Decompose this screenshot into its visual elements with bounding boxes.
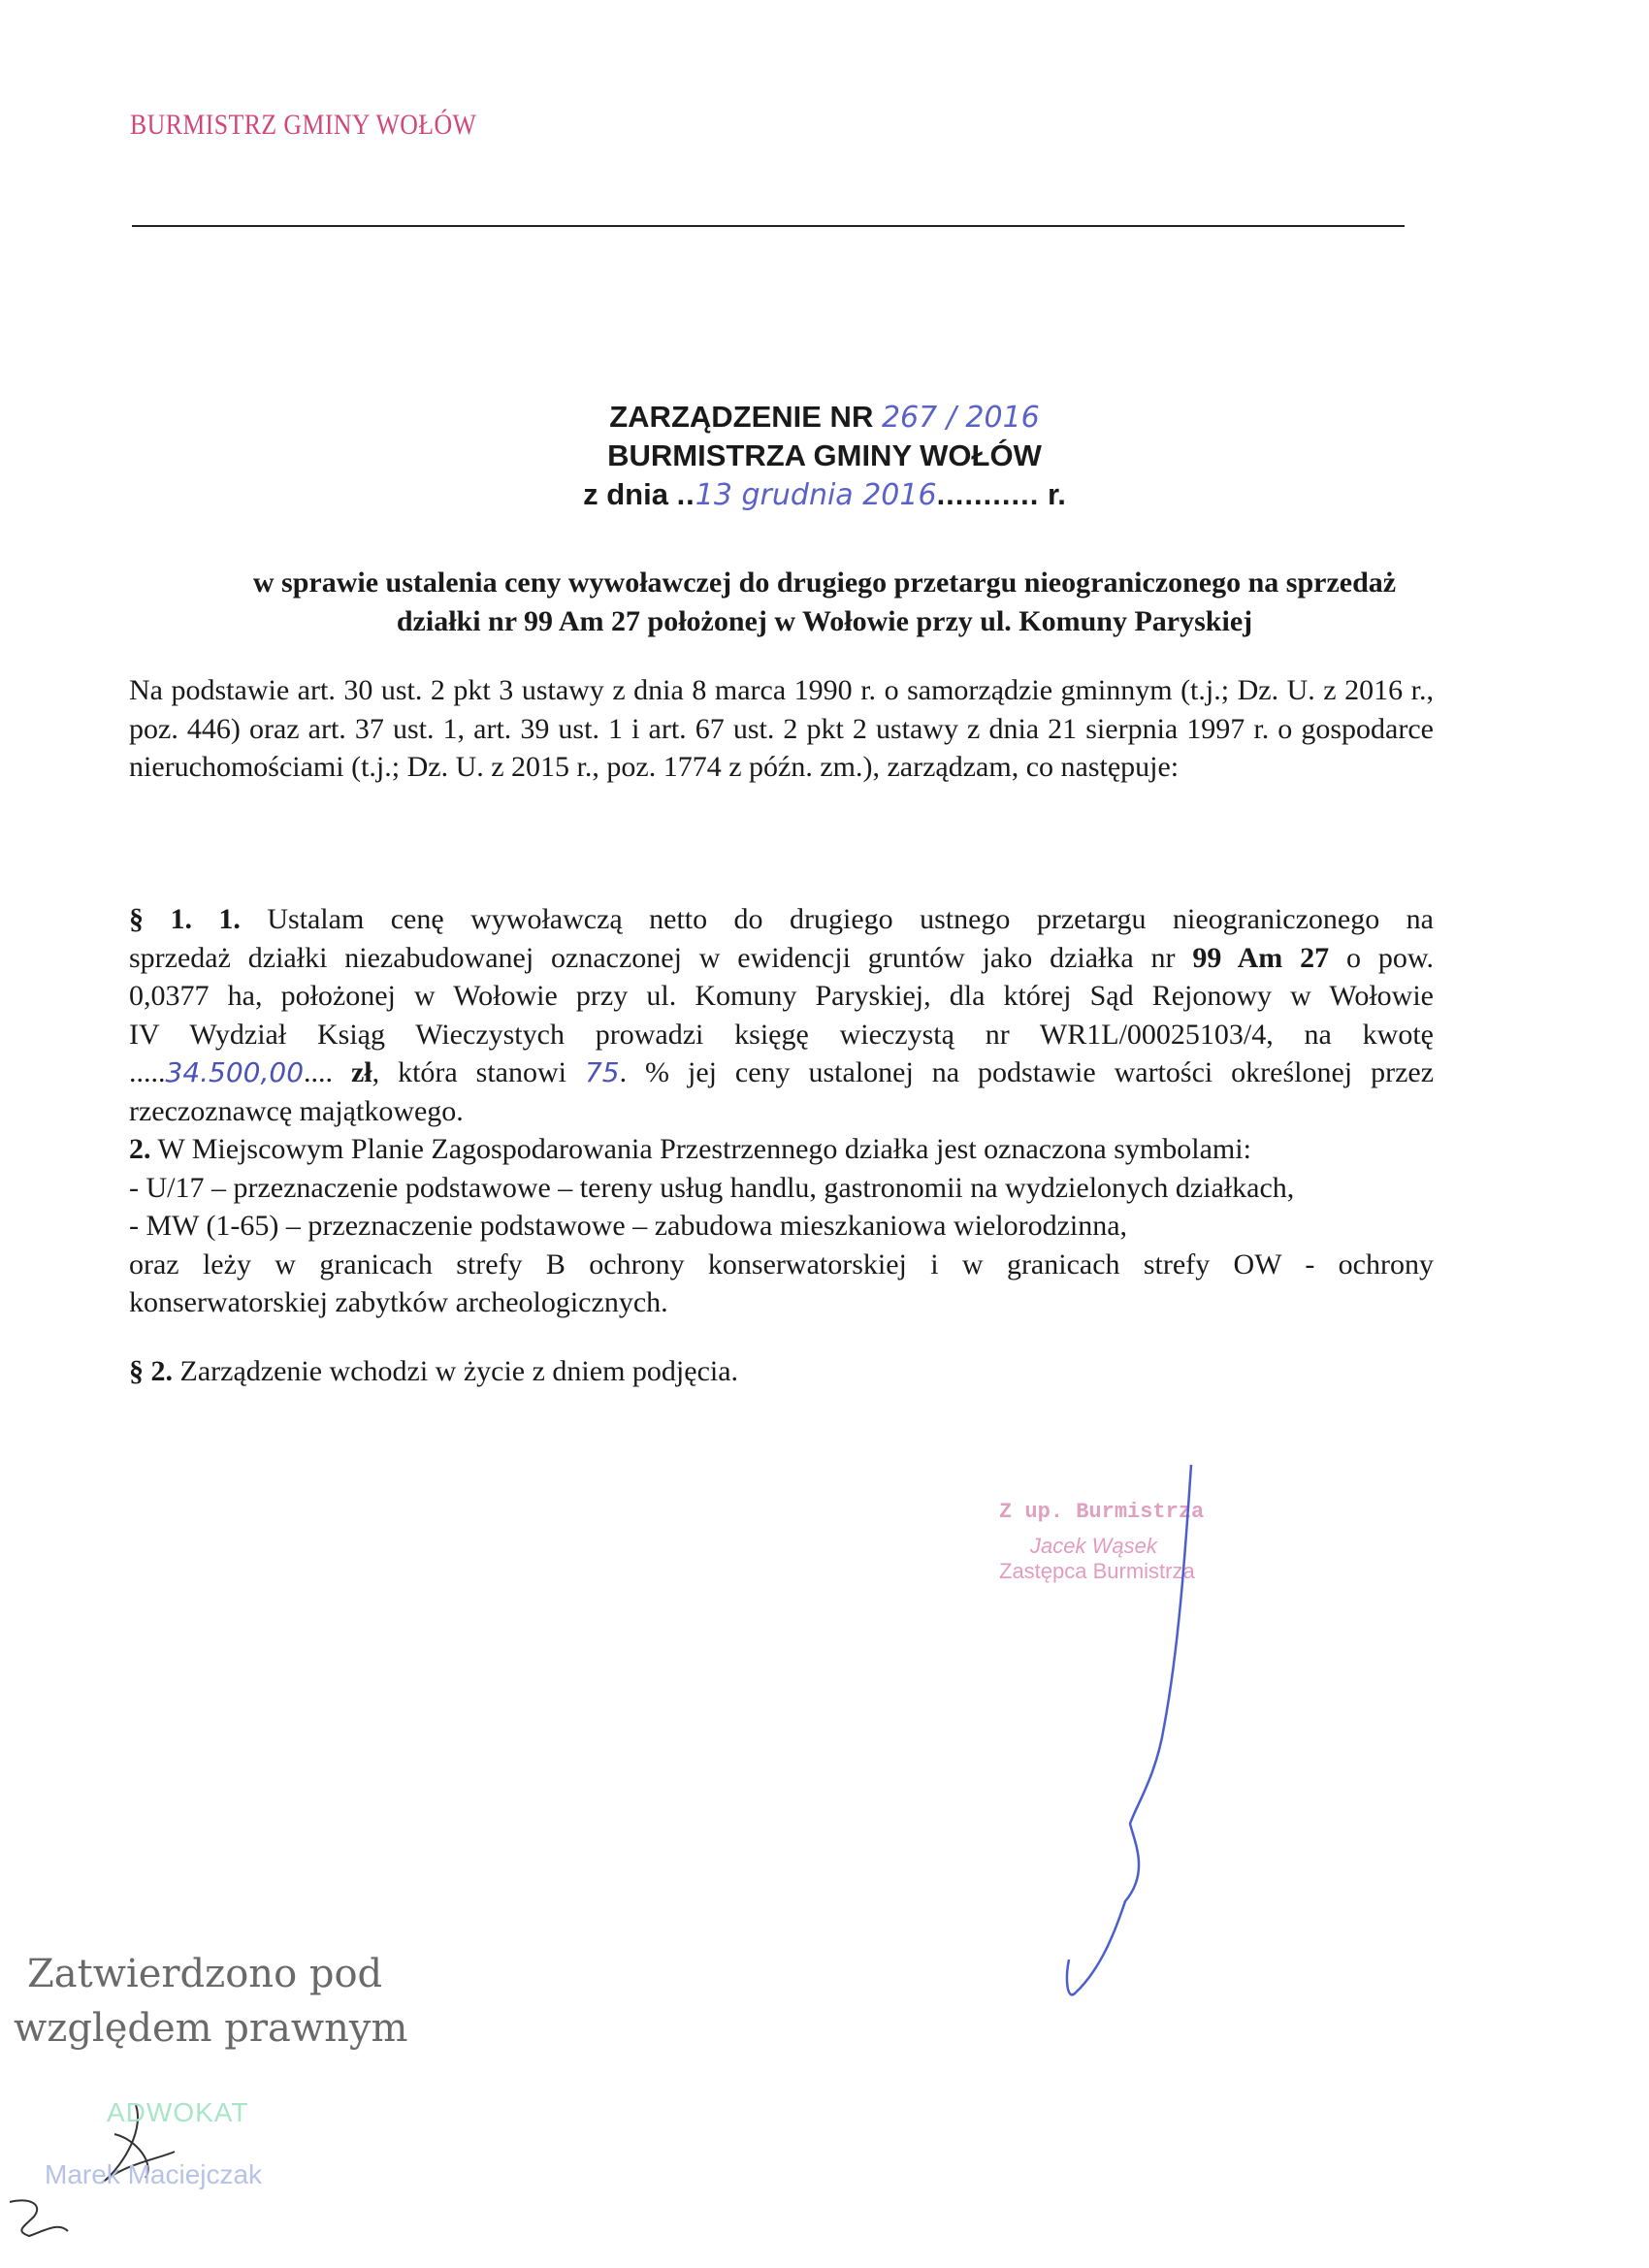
legal-basis-paragraph: Na podstawie art. 30 ust. 2 pkt 3 ustawy z dnia 8 marca 1990 r. o samorządzie gminnym (t.j.; Dz. U. z 2016 r., poz. 446) oraz art. 37 ust. 1, art. 39 ust. 1 i art. 67 ust. 2 pkt 2 ustawy z dnia 21 sierpnia 1997 r. o gospodarce nieruchomościami (t.j.; Dz. U. z 2015 r., poz. 1774 z późn. zm.), zarządzam, co następuje: bbox=[129, 674, 1434, 783]
paragraph-2-number: 2. bbox=[129, 1133, 151, 1165]
ordinance-number-label: ZARZĄDZENIE NR bbox=[609, 400, 874, 434]
section-1-text: rzeczoznawcę majątkowego. bbox=[129, 1094, 464, 1127]
percent-handwritten: 75 bbox=[584, 1056, 620, 1088]
ordinance-authority: BURMISTRZA GMINY WOŁÓW bbox=[607, 438, 1042, 472]
currency-label: zł bbox=[350, 1056, 372, 1088]
plot-number: 99 Am 27 bbox=[1192, 941, 1330, 974]
section-1-text: konserwatorskiej zabytków archeologicznych. bbox=[129, 1286, 668, 1318]
section-1-text: IV Wydział Ksiąg Wieczystych prowadzi księgę wieczystą nr WR1L/00025103/4, na kwotę bbox=[129, 1018, 1434, 1051]
date-prefix: z dnia bbox=[583, 477, 668, 511]
section-2-text: Zarządzenie wchodzi w życie z dniem podjęcia. bbox=[179, 1355, 739, 1387]
signature-authorization: Z up. Burmistrza bbox=[999, 1500, 1205, 1524]
legal-approval-stamp bbox=[14, 1952, 407, 2051]
signatory-role: Zastępca Burmistrza bbox=[999, 1559, 1195, 1583]
section-1-text: , która stanowi bbox=[372, 1056, 566, 1088]
section-1: § 1. 1. Ustalam cenę wywoławczą netto do drugiego ustnego przetargu nieograniczonego na sprzedaż działki niezabudowanej oznaczonej w ewidencji gruntów jako działka nr 99 Am 27 o pow. 0,0377 ha, położonej w Wołowie przy ul. Komuny Paryskiej, dla której Sąd Rejonowy w Wołowie IV Wydział Ksiąg Wieczystych prowadzi księgę wieczystą nr WR1L/00025103/4, na kwotę .....34.500,00.... zł, która stanowi 75. % jej ceny ustalonej na podstawie wartości określonej przez rzeczoznawcę majątkowego. 2. W Miejscowym Planie Zagospodarowania Przestrzennego działka jest oznaczona symbolami: - U/17 – przeznaczenie podstawowe – tereny usług handlu, gastronomii na wydzielonych działkach, - MW (1-65) – przeznaczenie podstawowe – zabudowa mieszkaniowa wielorodzinna, oraz leży w granicach strefy B ochrony konserwatorskiej i w granicach strefy OW - ochrony konserwatorskiej zabytków archeologicznych. bbox=[129, 903, 1435, 1318]
approval-text: Zatwierdzono pod bbox=[27, 1952, 383, 1996]
ordinance-date: z dnia ..13 grudnia 2016........... r. bbox=[583, 477, 1066, 512]
price-amount-handwritten: 34.500,00 bbox=[165, 1056, 305, 1088]
lawyer-stamp-name: Marek Maciejczak bbox=[45, 2159, 263, 2189]
date-handwritten: 13 grudnia 2016 bbox=[695, 478, 937, 512]
office-stamp: BURMISTRZ GMINY WOŁÓW bbox=[130, 109, 477, 141]
signatory-name: Jacek Wąsek bbox=[1030, 1534, 1157, 1558]
subject-line: działki nr 99 Am 27 położonej w Wołowie przy ul. Komuny Paryskiej bbox=[396, 605, 1253, 637]
approval-text: względem prawnym bbox=[14, 2006, 408, 2051]
section-1-text: 0,0377 ha, położonej w Wołowie przy ul. Komuny Paryskiej, dla której Sąd Rejonowy w Wołowie bbox=[129, 980, 1434, 1012]
section-1-text: oraz leży w granicach strefy B ochrony konserwatorskiej i w granicach strefy OW - ochrony bbox=[129, 1247, 1434, 1280]
section-1-text: o pow. bbox=[1345, 941, 1435, 974]
section-2-heading: § 2. bbox=[129, 1355, 173, 1387]
section-1-text: Ustalam cenę wywoławczą netto do drugiego ustnego przetargu nieograniczonego na bbox=[267, 903, 1434, 935]
section-1-text: % jej ceny ustalonej na podstawie wartości określonej przez bbox=[645, 1056, 1435, 1088]
subject-line: w sprawie ustalenia ceny wywoławczej do drugiego przetargu nieograniczonego na sprzedaż bbox=[252, 567, 1397, 599]
section-1-text: W Miejscowym Planie Zagospodarowania Przestrzennego działka jest oznaczona symbolami: bbox=[157, 1133, 1251, 1165]
zoning-item: - MW (1-65) – przeznaczenie podstawowe – zabudowa mieszkaniowa wielorodzinna, bbox=[129, 1210, 1128, 1242]
lawyer-stamp-title: ADWOKAT bbox=[107, 2097, 249, 2127]
zoning-item: - U/17 – przeznaczenie podstawowe – tereny usług handlu, gastronomii na wydzielonych działkach, bbox=[129, 1171, 1295, 1204]
section-1-heading: § 1. 1. bbox=[129, 903, 241, 935]
date-suffix: r. bbox=[1047, 477, 1066, 511]
section-1-text: sprzedaż działki niezabudowanej oznaczonej w ewidencji gruntów jako działka nr bbox=[129, 941, 1176, 974]
ordinance-number-handwritten: 267 / 2016 bbox=[881, 401, 1040, 435]
